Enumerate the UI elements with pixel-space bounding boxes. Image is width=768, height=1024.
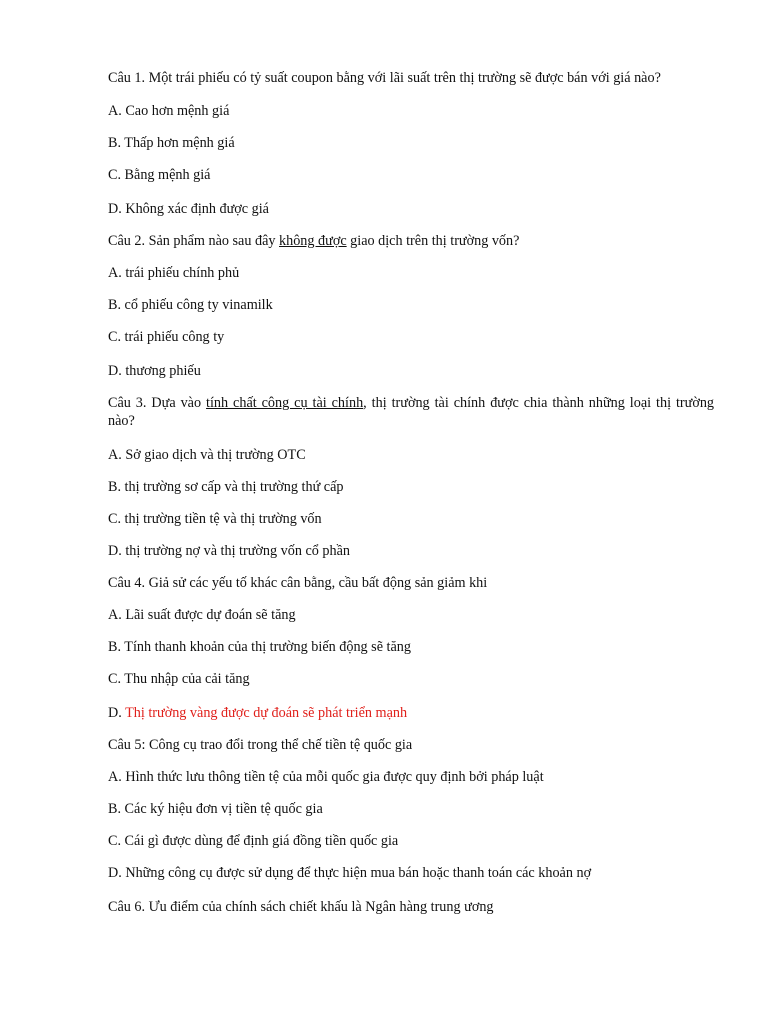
- question-5-option-a: A. Hình thức lưu thông tiền tệ của mỗi quốc gia được quy định bởi pháp luật: [108, 769, 544, 785]
- question-5-option-b: B. Các ký hiệu đơn vị tiền tệ quốc gia: [108, 801, 323, 817]
- question-2-stem-emphasis: không được: [279, 233, 347, 249]
- question-1-option-b: B. Thấp hơn mệnh giá: [108, 135, 235, 151]
- question-6-stem: Câu 6. Ưu điểm của chính sách chiết khấu là Ngân hàng trung ương: [108, 899, 494, 915]
- question-5-option-d: D. Những công cụ được sử dụng để thực hiện mua bán hoặc thanh toán các khoản nợ: [108, 865, 592, 881]
- question-2-stem-start: Câu 2. Sản phẩm nào sau đây: [108, 233, 280, 249]
- question-1-stem: Câu 1. Một trái phiếu có tỷ suất coupon bằng với lãi suất trên thị trường sẽ được bán với giá nào?: [108, 70, 661, 86]
- question-2-option-d: D. thương phiếu: [108, 363, 201, 379]
- question-2-option-c: C. trái phiếu công ty: [108, 329, 225, 345]
- question-4-option-a: A. Lãi suất được dự đoán sẽ tăng: [108, 607, 296, 623]
- question-1-option-a: A. Cao hơn mệnh giá: [108, 103, 230, 119]
- question-4-highlighted-answer: Thị trường vàng được dự đoán sẽ phát triển mạnh: [125, 705, 408, 721]
- question-3-option-d: D. thị trường nợ và thị trường vốn cổ phần: [108, 543, 350, 559]
- question-2-stem: [108, 232, 519, 250]
- question-1-option-c: C. Bằng mệnh giá: [108, 167, 211, 183]
- question-3-option-a: A. Sở giao dịch và thị trường OTC: [108, 447, 306, 463]
- question-1-option-d: D. Không xác định được giá: [108, 201, 269, 217]
- question-4-stem: Câu 4. Giả sử các yếu tố khác cân bằng, cầu bất động sản giảm khi: [108, 575, 488, 591]
- question-5-stem: Câu 5: Công cụ trao đổi trong thể chế tiền tệ quốc gia: [108, 737, 413, 753]
- question-3-option-b: B. thị trường sơ cấp và thị trường thứ cấp: [108, 479, 344, 495]
- question-4-option-b: B. Tính thanh khoản của thị trường biến động sẽ tăng: [108, 639, 411, 655]
- question-4-option-d: [108, 704, 407, 722]
- question-3-stem-end: , thị trường tài chính được chia thành những loại thị trường nào?: [108, 395, 715, 429]
- question-3-stem: [108, 394, 714, 430]
- question-2-option-a: A. trái phiếu chính phủ: [108, 265, 240, 281]
- question-2-option-b: B. cổ phiếu công ty vinamilk: [108, 297, 273, 313]
- question-3-stem-start: Câu 3. Dựa vào: [108, 395, 207, 411]
- question-3-stem-emphasis: tính chất công cụ tài chính: [206, 395, 364, 411]
- question-5-option-c: C. Cái gì được dùng để định giá đồng tiền quốc gia: [108, 833, 399, 849]
- question-2-stem-end: giao dịch trên thị trường vốn?: [346, 233, 520, 249]
- question-4-option-c: C. Thu nhập của cải tăng: [108, 671, 250, 687]
- question-3-option-c: C. thị trường tiền tệ và thị trường vốn: [108, 511, 322, 527]
- question-4-option-d-letter: D.: [108, 705, 126, 721]
